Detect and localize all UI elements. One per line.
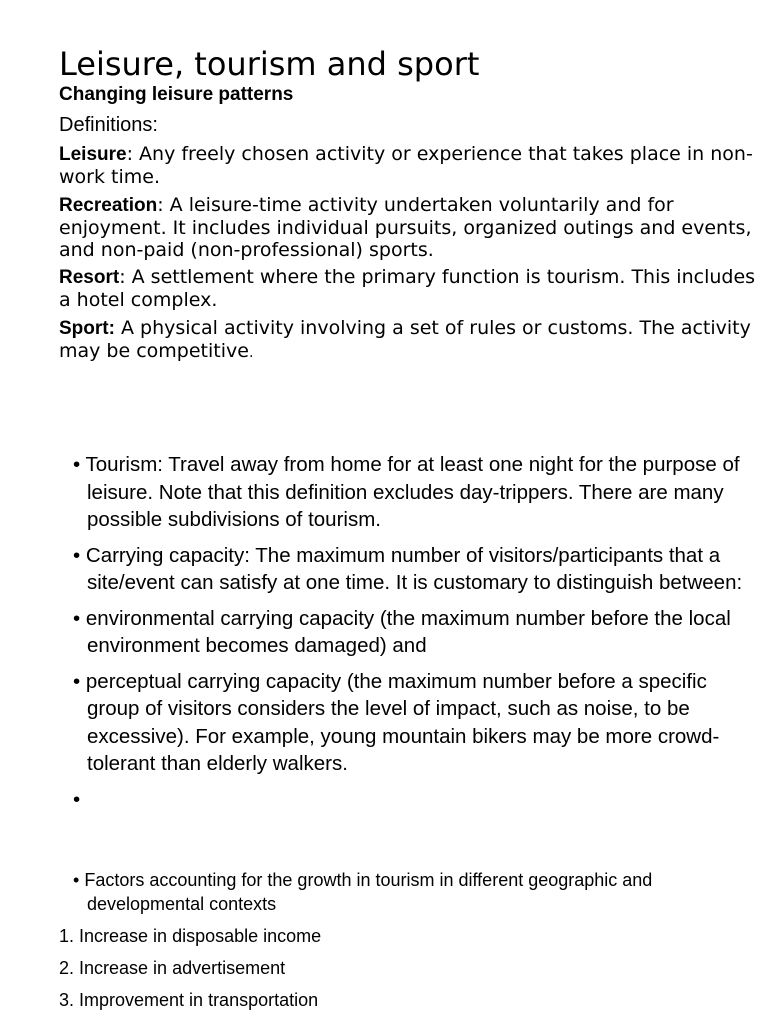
- definition-term: Recreation: [59, 195, 158, 216]
- list-item: • environmental carrying capacity (the maximum number before the local environment becomes damaged) and: [73, 606, 731, 657]
- definition-text: A settlement where the primary function is tourism. This includes a hotel complex.: [59, 266, 756, 311]
- definition-sport: Sport: A physical activity involving a set of rules or customs. The activity may be competitive.: [59, 317, 751, 362]
- list-item: [59, 786, 759, 814]
- bullet-icon: •: [73, 669, 81, 693]
- bullet-icon: •: [73, 543, 81, 567]
- bullet-list: [59, 451, 759, 813]
- definitions-heading: Definitions:: [59, 114, 158, 136]
- section-subtitle: Changing leisure patterns: [59, 84, 294, 105]
- definition-text: A physical activity involving a set of rules or customs. The activity may be competitive: [59, 317, 751, 362]
- bullet-icon: •: [73, 606, 81, 630]
- bullet-icon: •: [73, 453, 81, 476]
- factors-item: • Factors accounting for the growth in tourism in different geographic and developmental contexts: [73, 870, 653, 914]
- numbered-item: 1. Increase in disposable income: [59, 926, 322, 946]
- bullet-icon: •: [73, 787, 81, 811]
- page-title: Leisure, tourism and sport: [59, 45, 480, 83]
- list-item: • perceptual carrying capacity (the maximum number before a specific group of visitors considers the level of impact, such as noise, to be excessive). For example, young mountain bikers may be more crowd-tolerant than elderly walkers.: [73, 669, 720, 775]
- definition-resort: Resort: A settlement where the primary function is tourism. This includes a hotel complex.: [59, 266, 756, 311]
- bullet-icon: •: [73, 870, 80, 890]
- definition-term: Sport:: [59, 318, 115, 339]
- definition-text: A leisure-time activity undertaken voluntarily and for enjoyment. It includes individual pursuits, organized outings and events, and non-paid (non-professional) sports.: [59, 194, 752, 261]
- definition-text: Any freely chosen activity or experience that takes place in non-work time.: [59, 143, 753, 188]
- definition-term: Resort: [59, 267, 120, 288]
- numbered-item: 2. Increase in advertisement: [59, 958, 286, 978]
- numbered-item: 3. Improvement in transportation: [59, 990, 319, 1010]
- list-item: • Carrying capacity: The maximum number of visitors/participants that a site/event can satisfy at one time. It is customary to distinguish between:: [73, 543, 743, 594]
- list-item: • Tourism: Travel away from home for at least one night for the purpose of leisure. Note that this definition excludes day-trippers. There are many possible subdivisions of tourism.: [73, 453, 740, 531]
- definition-recreation: Recreation: A leisure-time activity undertaken voluntarily and for enjoyment. It includes individual pursuits, organized outings and events, and non-paid (non-professional) sports.: [59, 194, 752, 261]
- definition-leisure: Leisure: Any freely chosen activity or experience that takes place in non-work time.: [59, 143, 753, 188]
- definition-term: Leisure: [59, 144, 127, 165]
